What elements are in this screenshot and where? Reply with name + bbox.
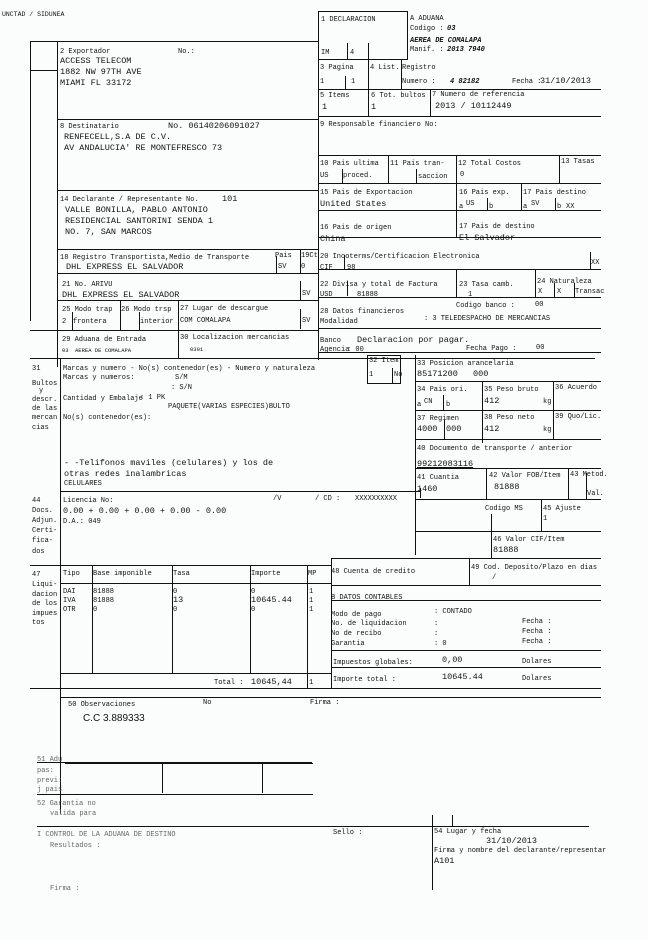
modo-frontera-label: 25 Modo trap <box>62 306 113 314</box>
destinatario-line: RENFECELL,S.A DE C.V. <box>64 132 172 142</box>
incoterms-label: 20 Incoterms/Certificacion Electronica <box>320 253 480 261</box>
incoterms-a: CIF <box>320 264 333 272</box>
pais-exp-a-value: US <box>466 200 475 208</box>
liq-mp: 1 <box>309 588 314 596</box>
exportador-label: 2 Exportador <box>60 48 111 56</box>
tasa-cambio-value: 1 <box>468 291 473 299</box>
datos-financieros-label: 28 Datos financieros <box>320 308 405 316</box>
docs-side: 44 <box>32 497 41 505</box>
valor-cif-label: 46 Valor CIF/Item <box>493 536 565 544</box>
modo-pago-label: Modo de pago <box>331 611 382 619</box>
contenedores-label: No(s) contenedor(es): <box>63 414 152 422</box>
pais-destino-label: 17 Pais de destino <box>459 223 535 231</box>
bultos-side: y <box>39 387 44 395</box>
liq-mp: 1 <box>309 606 314 614</box>
firma-declarante-label: Firma y nombre del declarante/representar <box>434 847 607 855</box>
marcas-label: Marcas y numeros: <box>63 374 135 382</box>
control-label: I CONTROL DE LA ADUANA DE DESTINO <box>37 831 176 839</box>
control-firma: Firma : <box>50 885 80 893</box>
documento-value: 99212083116 <box>417 459 474 469</box>
naturaleza-b: X <box>557 288 562 296</box>
peso-neto-label: 38 Peso neto <box>484 414 535 422</box>
banco-label: Banco <box>320 337 342 345</box>
pais-destino-b: b <box>557 203 562 211</box>
declarante-line: VALLE BONILLA, PABLO ANTONIO <box>65 205 208 215</box>
lugar-fecha-value: 31/10/2013 <box>486 836 538 846</box>
declarante-line: NO. 7, SAN MARCOS <box>65 227 152 237</box>
transportista-pais: SV <box>278 263 287 271</box>
peso-bruto-value: 412 <box>484 396 500 406</box>
quo-label: 39 Quo/Lic. <box>555 413 602 421</box>
posicion-value: 85171200 <box>417 369 458 379</box>
item-label: 32 Item <box>369 357 399 365</box>
pais-transaccion-label: 11 Pais tran- <box>390 160 445 168</box>
items-value: 1 <box>322 102 328 112</box>
aduana-entrada-codigo: 03 <box>62 347 69 354</box>
liq-header-base: Base imponible <box>93 570 152 578</box>
lugar-fecha-label: 54 Lugar y fecha <box>434 828 502 836</box>
liq-total-label: Total : <box>214 679 244 687</box>
descripcion-line: otras redes inalambricas <box>64 469 187 479</box>
bultos-label: 6 Tot. bultos <box>371 92 426 100</box>
destinatario-line: AV ANDALUCIA' RE MONTEFRESCO 73 <box>64 143 223 153</box>
pais-destino-value: El Salvador <box>459 233 516 243</box>
liquidacion-side: 47 <box>32 571 41 579</box>
items-label: 5 Items <box>320 92 350 100</box>
aduana-nombre: AEREA DE COMALAPA <box>410 37 482 45</box>
cod-deposito-value: / <box>492 574 497 582</box>
importe-value: 10645.44 <box>442 672 483 682</box>
acuerdo-label: 36 Acuerdo <box>555 384 598 392</box>
fecha-label: Fecha : <box>522 618 552 626</box>
posicion-suffix: 000 <box>473 369 489 379</box>
liquidacion-side: Liqui- <box>32 581 58 589</box>
importe-label: Importe total : <box>333 676 397 684</box>
pais-ultima-value: US <box>320 172 329 180</box>
transportista-label: 18 Registro Transportista,Medio de Transporte <box>60 254 250 262</box>
naturaleza-c: Transac <box>575 288 605 296</box>
aduana-codigo-label: Codigo : <box>410 25 444 33</box>
ajuste-value: 1 <box>543 515 548 523</box>
codigo-banco: 00 <box>535 301 544 309</box>
registro-numero-label: Numero : <box>402 78 436 86</box>
cd-value: XXXXXXXXXX <box>355 495 398 503</box>
pais-ori-label: 34 Pais ori. <box>417 386 468 394</box>
aduana-codigo: 03 <box>447 25 456 33</box>
bultos-value: 1 <box>371 102 377 112</box>
liq-header-mp: MP <box>308 570 317 578</box>
exportador-line: 1882 NW 97TH AVE <box>60 67 142 77</box>
garantia-label: Garantia <box>331 640 365 648</box>
liq-total: 10645,44 <box>251 677 292 687</box>
referencia-value: 2013 / 10112449 <box>435 101 512 111</box>
liq-total-mp: 1 <box>309 679 314 687</box>
aduanas-side: previ: <box>37 777 63 785</box>
item-value: 1 <box>369 371 374 379</box>
registro-numero: 4 82182 <box>450 78 480 86</box>
datos-contables-label: B DATOS CONTABLES <box>331 594 403 602</box>
liq-base: 0 <box>93 606 98 614</box>
liquidacion-side: de los <box>32 600 58 608</box>
bultos-side: cias <box>32 424 49 432</box>
liq-tipo: IVA <box>63 597 76 605</box>
pais-ultima-sub: proced. <box>343 172 373 180</box>
fecha-label: Fecha : <box>522 638 552 646</box>
transportista-pais-label: Pais <box>275 252 292 260</box>
pais-destino-a-value: SV <box>531 200 540 208</box>
pais-exp-b: b <box>489 203 494 211</box>
pais-transaccion-sub: saccion <box>418 173 448 181</box>
exportador-line: MIAMI FL 33172 <box>60 78 132 88</box>
cantidad-value: : 1 PK <box>140 394 166 402</box>
total-costos-value: 0 <box>460 171 465 179</box>
pais-ori-b: b <box>446 401 451 409</box>
pais-ori-a: a <box>417 401 422 409</box>
modo-interior-label: 26 Modo trsp <box>121 306 172 314</box>
docs-side: Docs. <box>32 507 54 515</box>
impuestos-label: Impuestos globales: <box>333 659 413 667</box>
peso-neto-value: 412 <box>484 424 500 434</box>
divisa-moneda: USD <box>320 291 333 299</box>
modalidad-value: : 3 TELEDESPACHO DE MERCANCIAS <box>424 315 551 323</box>
localizacion-value: 0301 <box>190 346 204 353</box>
docs-side: fica- <box>32 537 54 545</box>
liquidacion-no-label: No. de liquidacion <box>331 620 407 628</box>
aduanas-side: j pais <box>37 786 63 794</box>
garantia-value: : 0 <box>434 640 447 648</box>
docs-da: D.A.: 049 <box>63 518 101 526</box>
regimen-b: 000 <box>446 424 462 434</box>
list-label: 4 List. <box>370 64 400 72</box>
cod-deposito-label: 49 Cod. Deposito/Plazo en dias <box>471 564 598 572</box>
liq-tipo: OTR <box>63 606 76 614</box>
recibo-label: No de recibo <box>331 630 382 638</box>
liq-base: 81888 <box>93 588 115 596</box>
destinatario-label: 8 Destinatario <box>60 123 119 131</box>
bultos-side: descr. <box>32 396 58 404</box>
pais-ori-a-value: CN <box>424 398 433 406</box>
ct-label: 19Ct <box>301 252 318 260</box>
codigo-banco-label: Codigo banco : <box>456 302 515 310</box>
importe-unit: Dolares <box>522 675 552 683</box>
exportador-line: ACCESS TELECOM <box>60 56 132 66</box>
peso-neto-unit: kg <box>543 426 552 434</box>
liq-importe: 0 <box>251 588 256 596</box>
liq-mp: 1 <box>309 597 314 605</box>
garantia-nota: valida para <box>50 810 97 818</box>
incoterms-b: 98 <box>347 264 356 272</box>
liquidacion-no-value: : <box>434 620 439 628</box>
regimen-label: 37 Regimen <box>417 415 460 423</box>
regimen-a: 4000 <box>417 424 438 434</box>
liq-header-tipo: Tipo <box>63 570 80 578</box>
divisa-total: 81888 <box>357 291 379 299</box>
cuenta-credito-label: 48 Cuenta de credito <box>331 568 416 576</box>
banco-value: Declaracion por pagar. <box>357 335 470 345</box>
item-no: No <box>394 371 403 379</box>
liq-tipo: DAI <box>63 588 76 596</box>
marcas2-value: : S/N <box>171 384 193 392</box>
ct-value: 0 <box>301 263 306 271</box>
registro-fecha-label: Fecha : <box>512 78 542 86</box>
declarante-no: 101 <box>222 194 238 204</box>
total-costos-label: 12 Total Costos <box>458 160 522 168</box>
pagina-label: 3 Pagina <box>320 64 354 72</box>
pais-origen-label: 16 Pais de origen <box>320 224 392 232</box>
impuestos-unit: Dolares <box>522 658 552 666</box>
aduanas-side: 51 Adu <box>37 756 63 764</box>
docs-formula: 0.00 + 0.00 + 0.00 + 0.00 - 0.00 <box>63 506 227 516</box>
manif-value: 2013 7940 <box>447 46 485 54</box>
licencia-v: /V <box>273 495 282 503</box>
impuestos-value: 0,00 <box>442 655 463 665</box>
naturaleza-a: X <box>538 288 543 296</box>
liq-header-tasa: Tasa <box>173 570 190 578</box>
bultos-header: Marcas y numero - No(s) contenedor(es) - Numero y naturaleza <box>63 365 316 373</box>
licencia-label: Licencia No: <box>63 497 114 505</box>
cd-label: / CD : <box>315 495 341 503</box>
peso-bruto-label: 35 Peso bruto <box>484 386 539 394</box>
transportista-value: DHL EXPRESS EL SALVADOR <box>66 262 184 272</box>
incoterms-c: XX <box>591 259 600 267</box>
fecha-pago-label: Fecha Pago : <box>466 345 517 353</box>
liq-importe: 10645.44 <box>251 595 292 605</box>
pais-ultima-label: 10 Pais ultima <box>320 160 379 168</box>
docs-side: Adjun. <box>32 517 58 525</box>
docs-side: Certi- <box>32 527 58 535</box>
observaciones-no: No <box>203 699 212 707</box>
liq-base: 81888 <box>93 597 115 605</box>
naturaleza-label: 24 Naturaleza <box>537 278 592 286</box>
liq-tasa: 0 <box>173 588 178 596</box>
observaciones-value: C.C 3.889333 <box>83 713 145 724</box>
tasas-label: 13 Tasas <box>561 158 595 166</box>
pagina-b: 1 <box>351 78 356 86</box>
declaracion-subtype: 4 <box>350 49 355 57</box>
pais-destino-b-value: XX <box>566 203 575 211</box>
pais-exportacion-label: 15 Pais de Exportacion <box>320 189 413 197</box>
declaracion-label: 1 DECLARACION <box>321 16 376 24</box>
metod-label: 43 Metod. <box>570 471 608 479</box>
arivu-label: 21 No. ARIVU <box>62 281 113 289</box>
modo-frontera-num: 2 <box>62 318 67 326</box>
pais-exp-a: a <box>459 203 464 211</box>
aduanas-side: pas: <box>37 767 54 775</box>
declarante-line: RESIDENCIAL SANTORINI SENDA 1 <box>65 216 213 226</box>
responsable-label: 9 Responsable financiero No: <box>320 121 438 129</box>
valor-fob-value: 81888 <box>494 482 520 492</box>
codigo-ms-label: Codigo MS <box>485 505 523 513</box>
modalidad-label: Modalidad <box>320 318 358 326</box>
pagina-a: 1 <box>320 78 325 86</box>
aduana-label: A ADUANA <box>410 15 444 23</box>
lugar-descargue-label: 27 Lugar de descargue <box>180 305 269 313</box>
docs-side: dos <box>32 548 45 556</box>
valor-fob-label: 42 Valor FOB/Item <box>489 472 561 480</box>
exportador-no-label: No.: <box>178 48 195 56</box>
liquidacion-side: impues <box>32 610 58 618</box>
aduana-entrada-value: AEREA DE COMALAPA <box>75 347 132 354</box>
liq-tasa: 13 <box>173 595 184 605</box>
liq-importe: 0 <box>251 606 256 614</box>
cuantia-value: 1460 <box>417 484 438 494</box>
modo-interior-value: interior <box>140 318 174 326</box>
control-sello: Sello : <box>333 829 363 837</box>
modo-frontera-value: frontera <box>73 318 107 326</box>
garantia-nota: 52 Garantia no <box>37 800 96 808</box>
observaciones-label: 50 Observaciones <box>68 701 136 709</box>
arivu-pais: SV <box>302 290 311 298</box>
posicion-label: 33 Posicion arancelaria <box>417 360 514 368</box>
control-resultados: Resultados : <box>50 842 101 850</box>
descripcion-line: CELULARES <box>64 480 102 488</box>
agencia-value: : 00 <box>347 346 364 354</box>
ajuste-label: 45 Ajuste <box>543 505 581 513</box>
pais-origen-value: China <box>320 234 346 244</box>
lugar-descargue-value: COM COMALAPA <box>180 317 231 325</box>
liq-header-importe: Importe <box>251 570 281 578</box>
firma-declarante-codigo: A101 <box>434 856 455 866</box>
localizacion-label: 30 Localizacion mercancias <box>180 334 290 342</box>
liq-tasa: 0 <box>173 606 178 614</box>
cuantia-label: 41 Cuantia <box>417 474 460 482</box>
lugar-descargue-pais: SV <box>302 317 311 325</box>
referencia-label: 7 Numero de referencia <box>432 91 525 99</box>
bultos-side: de las <box>32 405 58 413</box>
system-header: UNCTAD / SIDUNEA <box>2 11 65 18</box>
recibo-value: : <box>434 630 439 638</box>
registro-fecha: 31/10/2013 <box>540 76 592 86</box>
declaracion-type: IM <box>321 49 330 57</box>
declarante-label: 14 Declarante / Representante No. <box>60 196 199 204</box>
documento-label: 40 Documento de transporte / anterior <box>417 445 573 453</box>
divisa-label: 22 Divisa y total de Factura <box>320 281 438 289</box>
agencia-label: Agencia <box>320 346 350 354</box>
bultos-side: 31 <box>32 365 41 373</box>
manif-label: Manif. : <box>410 46 444 54</box>
liquidacion-side: tos <box>32 619 45 627</box>
metod-sub: Val. <box>587 490 604 498</box>
destinatario-no: No. 06140206091027 <box>168 121 260 131</box>
marcas-value: S/M <box>175 374 188 382</box>
fecha-pago: 00 <box>536 344 545 352</box>
observaciones-firma: Firma : <box>310 699 340 707</box>
valor-cif-value: 81888 <box>493 545 519 555</box>
pais-destino-a: a <box>523 203 528 211</box>
peso-bruto-unit: kg <box>543 398 552 406</box>
pais-exp-label: 16 Pais exp. <box>459 189 510 197</box>
aduana-entrada-label: 29 Aduana de Entrada <box>62 336 147 344</box>
bultos-side: Bultos <box>32 380 58 388</box>
paquete-value: PAQUETE(VARIAS ESPECIES)BULTO <box>168 403 290 411</box>
tasa-cambio-label: 23 Tasa camb. <box>459 281 514 289</box>
cantidad-label: Cantidad y Embalaje <box>63 395 143 403</box>
pais-destino-cod-label: 17 Pais destino <box>523 189 587 197</box>
arivu-value: DHL EXPRESS EL SALVADOR <box>62 290 180 300</box>
liquidacion-side: dacion <box>32 591 58 599</box>
registro-label: Registro <box>402 64 436 72</box>
descripcion-line: - -Telifonos maviles (celulares) y los de <box>64 458 274 468</box>
fecha-label: Fecha : <box>522 628 552 636</box>
modo-pago-value: : CONTADO <box>434 608 472 616</box>
bultos-side: mercan <box>32 414 58 422</box>
pais-exportacion-value: United States <box>320 199 387 209</box>
